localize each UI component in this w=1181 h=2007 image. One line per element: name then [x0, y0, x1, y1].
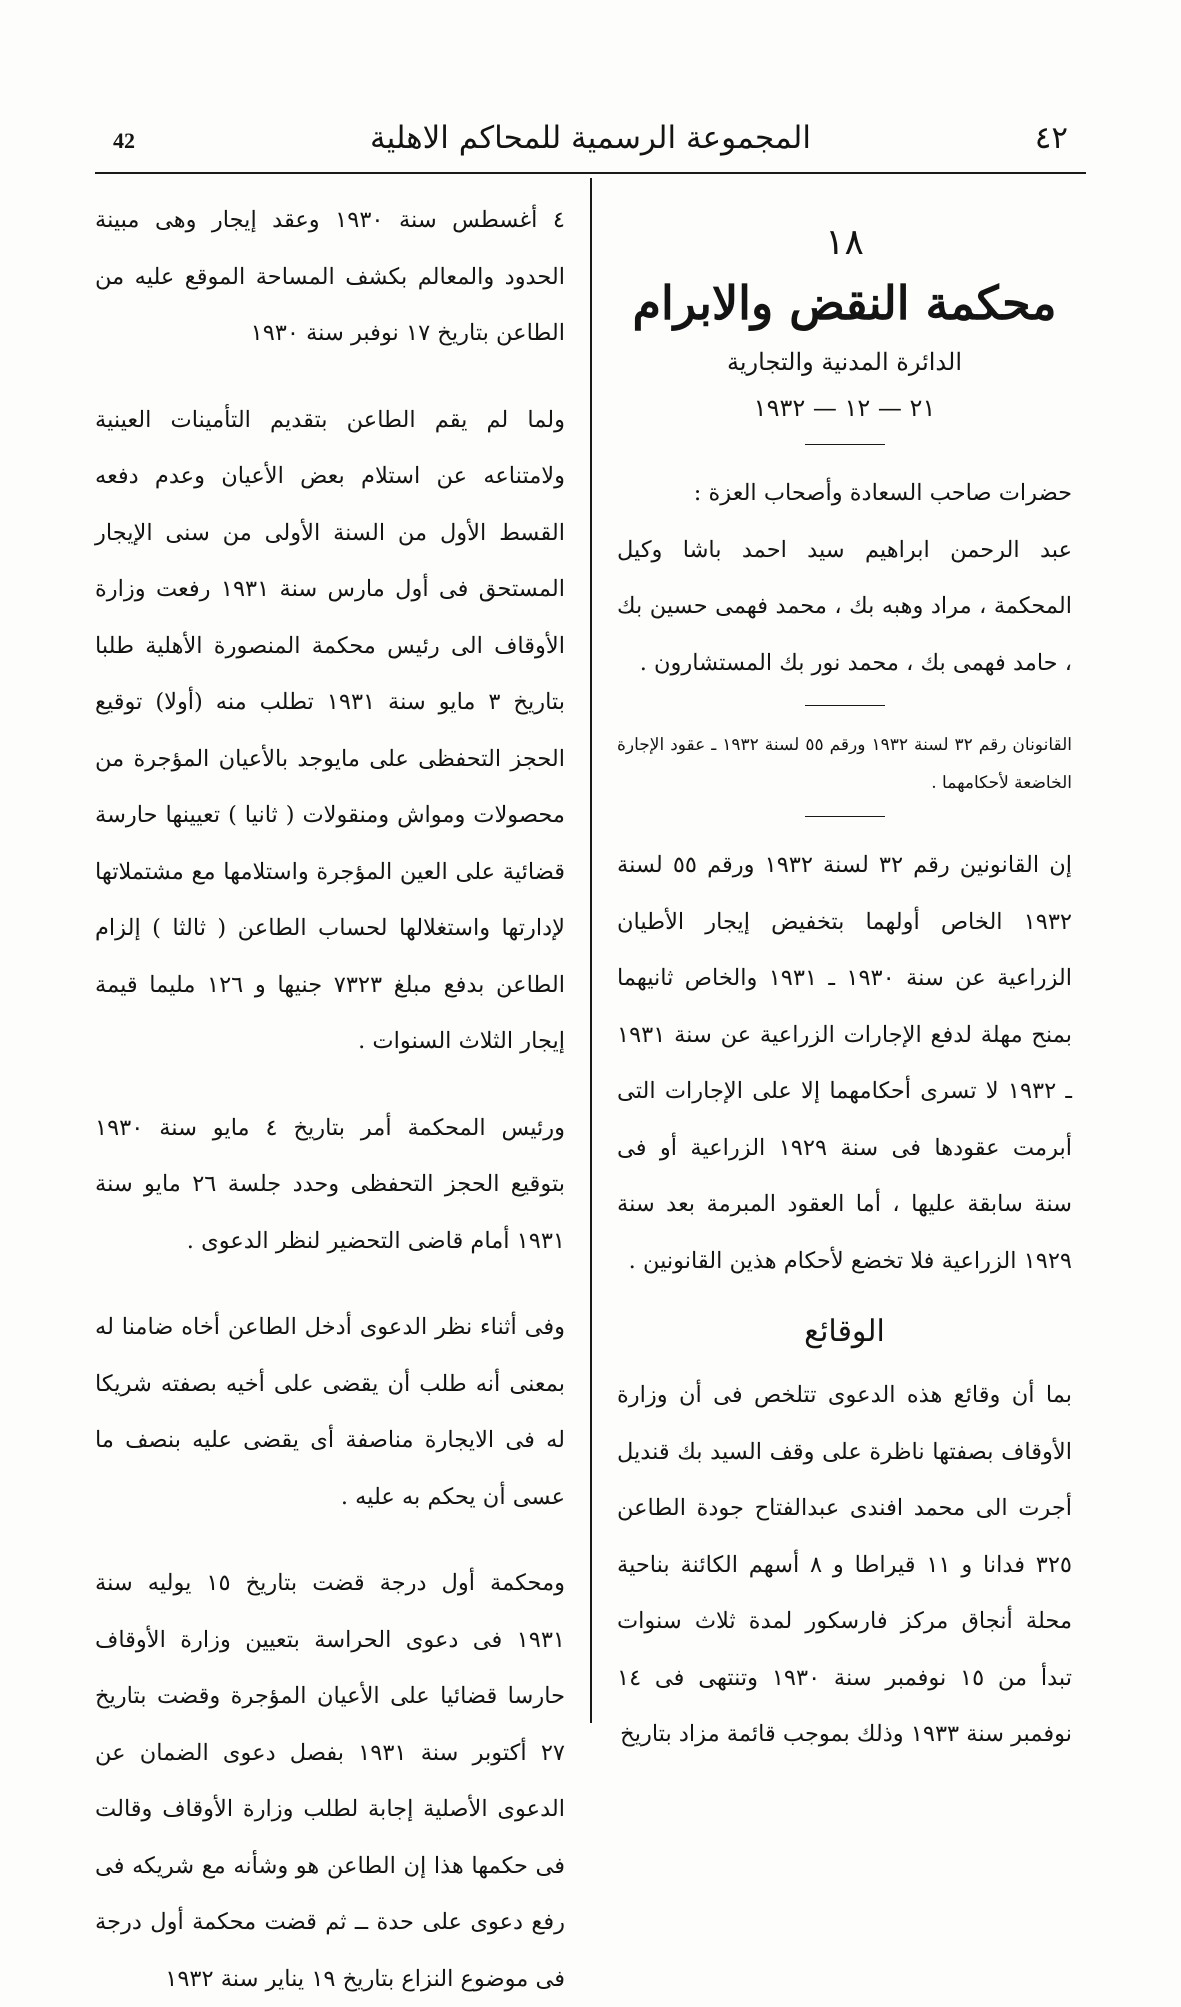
page-number-latin: 42	[113, 128, 135, 153]
separator-rule	[805, 444, 885, 445]
court-name: محكمة النقض والابرام	[632, 276, 1057, 330]
paragraph: ومحكمة أول درجة قضت بتاريخ ١٥ يوليه سنة ١٩٣١ فى دعوى الحراسة بتعيين وزارة الأوقاف حارسا قضائيا على الأعيان المؤجرة وقضت بتاريخ ٢٧ أكتوبر سنة ١٩٣١ بفصل دعوى الضمان عن الدعوى الأصلية إجابة لطلب وزارة الأوقاف وقالت فى حكمها هذا إن الطاعن هو وشأنه مع شريكه فى رفع دعوى على حدة ــ ثم قضت محكمة أول درجة فى موضوع النزاع بتاريخ ١٩ يناير سنة ١٩٣٢	[95, 1570, 565, 1992]
legal-principle: إن القانونين رقم ٣٢ لسنة ١٩٣٢ ورقم ٥٥ لسنة ١٩٣٢ الخاص أولهما بتخفيض إيجار الأطيان الزراعية عن سنة ١٩٣٠ ـ ١٩٣١ والخاص ثانيهما بمنح مهلة لدفع الإجارات الزراعية عن سنة ١٩٣١ ـ ١٩٣٢ لا تسرى أحكامهما إلا على الإجارات التى أبرمت عقودها فى سنة ١٩٢٩ الزراعية أو فى سنة سابقة عليها ، أما العقود المبرمة بعد سنة ١٩٢٩ الزراعية فلا تخضع لأحكام هذين القانونين .	[617, 852, 1073, 1274]
judges-list: عبد الرحمن ابراهيم سيد احمد باشا وكيل المحكمة ، مراد وهبه بك ، محمد فهمى حسين بك ، حامد فهمى بك ، محمد نور بك المستشارون .	[617, 536, 1072, 676]
headnote: القانونان رقم ٣٢ لسنة ١٩٣٢ ورقم ٥٥ لسنة ١٩٣٢ ـ عقود الإجارة الخاضعة لأحكامهما .	[617, 735, 1072, 793]
left-column	[95, 192, 565, 2007]
facts-title: الوقائع	[804, 1314, 885, 1349]
bench-intro: حضرات صاحب السعادة وأصحاب العزة :	[693, 480, 1072, 506]
page-number-arabic: ٤٢	[1034, 120, 1068, 156]
case-number: ١٨	[825, 222, 864, 263]
judgment-date: ٢١ — ١٢ — ١٩٣٢	[753, 394, 936, 422]
right-column	[617, 218, 1072, 1763]
paragraph: ولما لم يقم الطاعن بتقديم التأمينات العينية ولامتناعه عن استلام بعض الأعيان وعدم دفعه القسط الأول من السنة الأولى من سنى الإيجار المستحق فى أول مارس سنة ١٩٣١ رفعت وزارة الأوقاف الى رئيس محكمة المنصورة الأهلية طلبا بتاريخ ٣ مايو سنة ١٩٣١ تطلب منه (أولا) توقيع الحجز التحفظى على مايوجد بالأعيان المؤجرة من محصولات ومواش ومنقولات ( ثانيا ) تعيينها حارسة قضائية على العين المؤجرة واستلامها مع مشتملاتها لإدارتها واستغلالها لحساب الطاعن ( ثالثا ) إلزام الطاعن بدفع مبلغ ٧٣٢٣ جنيها و ١٢٦ مليما قيمة إيجار الثلاث السنوات .	[95, 406, 565, 1054]
paragraph: وفى أثناء نظر الدعوى أدخل الطاعن أخاه ضامنا له بمعنى أنه طلب أن يقضى على أخيه بصفته شريكا له فى الايجارة مناصفة أى يقضى عليه بنصف ما عسى أن يحكم به عليه .	[95, 1314, 565, 1510]
paragraph: ورئيس المحكمة أمر بتاريخ ٤ مايو سنة ١٩٣٠ بتوقيع الحجز التحفظى وحدد جلسة ٢٦ مايو سنة ١٩٣١ أمام قاضى التحضير لنظر الدعوى .	[95, 1114, 565, 1254]
paragraph: ٤ أغسطس سنة ١٩٣٠ وعقد إيجار وهى مبينة الحدود والمعالم بكشف المساحة الموقع عليه من الطاعن بتاريخ ١٧ نوفبر سنة ١٩٣٠	[95, 207, 565, 346]
separator-rule	[805, 816, 885, 817]
separator-rule	[805, 705, 885, 706]
running-title: المجموعة الرسمية للمحاكم الاهلية	[370, 120, 811, 156]
header-rule	[95, 172, 1086, 174]
page-header	[95, 112, 1086, 168]
facts-paragraph: بما أن وقائع هذه الدعوى تتلخص فى أن وزارة الأوقاف بصفتها ناظرة على وقف السيد بك قنديل أجرت الى محمد افندى عبدالفتاح جودة الطاعن ٣٢٥ فدانا و ١١ قيراطا و ٨ أسهم الكائنة بناحية محلة أنجاق مركز فارسكور لمدة ثلاث سنوات تبدأ من ١٥ نوفمبر سنة ١٩٣٠ وتنتهى فى ١٤ نوفمبر سنة ١٩٣٣ وذلك بموجب قائمة مزاد بتاريخ	[617, 1382, 1073, 1747]
circuit-name: الدائرة المدنية والتجارية	[727, 348, 962, 376]
column-divider	[590, 178, 592, 1723]
